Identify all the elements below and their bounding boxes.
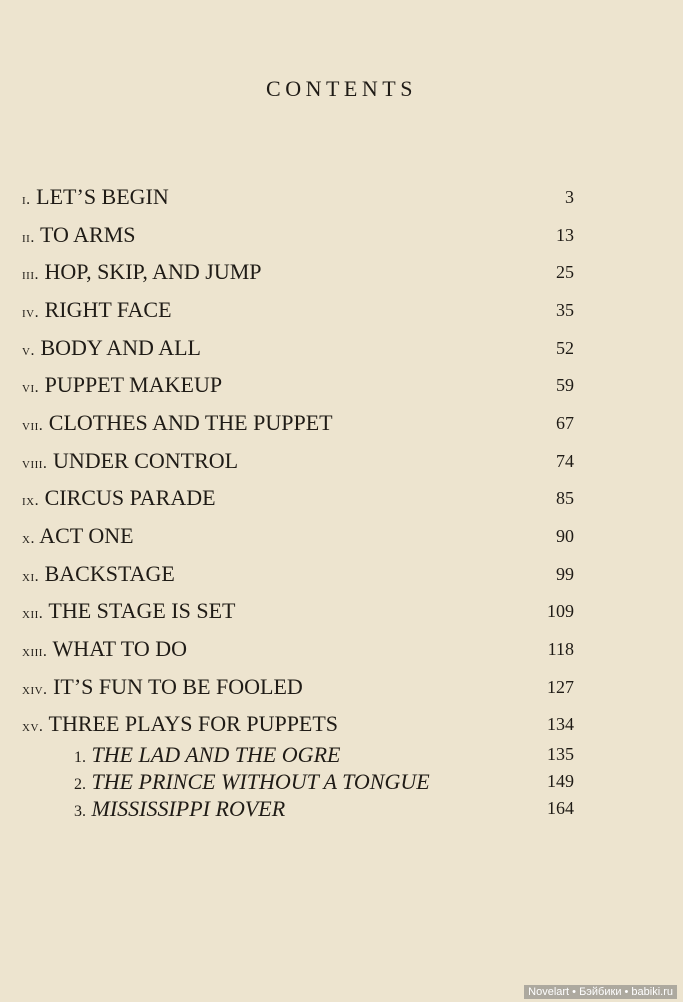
- chapter-title: HOP, SKIP, AND JUMP: [44, 259, 262, 284]
- chapter-number: iii.: [22, 266, 39, 283]
- chapter-title: ACT ONE: [39, 523, 134, 548]
- page-number: 118: [547, 639, 574, 659]
- page-number: 85: [556, 488, 574, 508]
- chapter-number: ii.: [22, 229, 35, 246]
- chapter-number: xii.: [22, 605, 44, 622]
- watermark-credit: Novelart • Бэйбики • babiki.ru: [524, 985, 677, 999]
- chapter-number: vi.: [22, 379, 40, 396]
- chapter-number: xv.: [22, 718, 44, 735]
- chapter-number: xiii.: [22, 643, 48, 660]
- play-row-1: [74, 742, 574, 770]
- page-number: 74: [556, 451, 574, 471]
- page-number: 52: [556, 338, 574, 358]
- chapter-title: WHAT TO DO: [52, 636, 187, 661]
- toc-row-6: [22, 372, 574, 402]
- chapter-number: x.: [22, 530, 35, 547]
- play-number: 3.: [74, 803, 86, 820]
- page-title: CONTENTS: [266, 76, 417, 101]
- page-number: 109: [547, 601, 574, 621]
- page-number: 3: [565, 187, 574, 207]
- page-number: 99: [556, 564, 574, 584]
- chapter-number: iv.: [22, 304, 40, 321]
- page-number: 135: [547, 744, 574, 764]
- toc-row-2: [22, 222, 574, 252]
- play-number: 1.: [74, 749, 86, 766]
- page-number: 25: [556, 262, 574, 282]
- toc-row-1: [22, 184, 574, 214]
- chapter-title: BACKSTAGE: [44, 561, 175, 586]
- chapter-number: xi.: [22, 568, 40, 585]
- page-number: 59: [556, 375, 574, 395]
- toc-row-5: [22, 335, 574, 365]
- play-row-2: [74, 769, 574, 797]
- toc-row-4: [22, 297, 574, 327]
- chapter-title: UNDER CONTROL: [52, 448, 239, 473]
- toc-row-9: [22, 485, 574, 515]
- play-title: MISSISSIPPI ROVER: [91, 796, 286, 821]
- play-title: THE PRINCE WITHOUT A TONGUE: [91, 769, 430, 794]
- chapter-title: BODY AND ALL: [40, 335, 201, 360]
- chapter-number: vii.: [22, 417, 44, 434]
- toc-row-7: [22, 410, 574, 440]
- toc-row-15: [22, 711, 574, 741]
- chapter-number: i.: [22, 191, 31, 208]
- chapter-number: ix.: [22, 492, 40, 509]
- chapter-number: viii.: [22, 455, 48, 472]
- page-number: 13: [556, 225, 574, 245]
- play-row-3: [74, 796, 574, 824]
- chapter-title: CLOTHES AND THE PUPPET: [48, 410, 333, 435]
- page-number: 134: [547, 714, 574, 734]
- chapter-number: v.: [22, 342, 35, 359]
- page-number: 127: [547, 677, 574, 697]
- chapter-title: THE STAGE IS SET: [48, 598, 236, 623]
- toc-row-14: [22, 674, 574, 704]
- toc-row-13: [22, 636, 574, 666]
- chapter-title: PUPPET MAKEUP: [44, 372, 223, 397]
- toc-row-11: [22, 561, 574, 591]
- play-number: 2.: [74, 776, 86, 793]
- play-title: THE LAD AND THE OGRE: [91, 742, 341, 767]
- chapter-title: THREE PLAYS FOR PUPPETS: [48, 711, 339, 736]
- toc-row-10: [22, 523, 574, 553]
- toc-row-8: [22, 448, 574, 478]
- chapter-title: LET’S BEGIN: [36, 184, 169, 209]
- chapter-title: IT’S FUN TO BE FOOLED: [53, 674, 303, 699]
- chapter-title: CIRCUS PARADE: [44, 485, 216, 510]
- chapter-number: xiv.: [22, 681, 48, 698]
- page-number: 149: [547, 771, 574, 791]
- page-number: 164: [547, 798, 574, 818]
- toc-row-12: [22, 598, 574, 628]
- chapter-title: RIGHT FACE: [44, 297, 172, 322]
- toc-row-3: [22, 259, 574, 289]
- page-number: 67: [556, 413, 574, 433]
- page-number: 35: [556, 300, 574, 320]
- page-number: 90: [556, 526, 574, 546]
- chapter-title: TO ARMS: [39, 222, 136, 247]
